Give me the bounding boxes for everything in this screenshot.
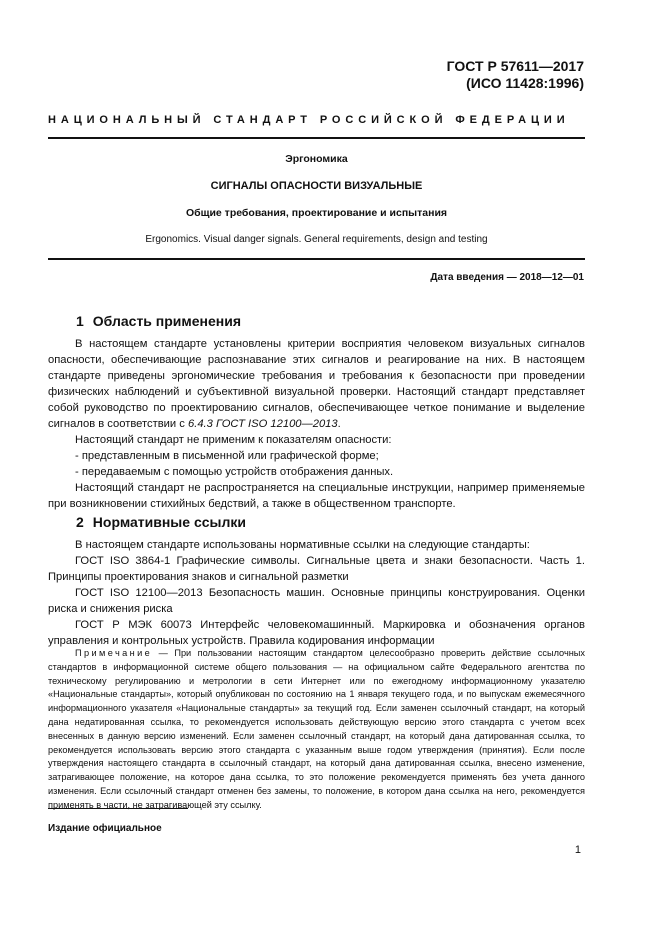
section-2-heading: [76, 514, 246, 530]
page-number: 1: [574, 844, 581, 856]
title-divider: [48, 258, 585, 260]
document-title: СИГНАЛЫ ОПАСНОСТИ ВИЗУАЛЬНЫЕ: [210, 180, 423, 192]
document-subtitle: Общие требования, проектирование и испытания: [185, 207, 448, 219]
list-item: - представленным в письменной или графической форме;: [75, 450, 379, 462]
note-label: Примечание: [75, 648, 153, 658]
paragraph-text: В настоящем стандарте установлены критерии восприятия человеком визуальных сигналов опасности, обеспечивающие распознавание этих сигналов и реагирование на них. В настоящем стандарте приведены эргономические требования и требования к безопасности при проведении физических наблюдений и субъективной визуальной проверки. Настоящий стандарт представляет собой руководство по проектированию сигналов, обеспечивающее четкое понимание и выделение сигналов в соответствии с: [48, 338, 585, 430]
list-item: - передаваемым с помощью устройств отображения данных.: [75, 466, 394, 478]
section-2-paragraph-1: В настоящем стандарте использованы нормативные ссылки на следующие стандарты:: [75, 539, 530, 551]
section-1-paragraph-3: Настоящий стандарт не распространяется на специальные инструкции, например применяемые при возникновении стихийных бедствий, а также в общественном транспорте.: [48, 482, 585, 510]
section-2-note: [48, 647, 585, 813]
section-1-paragraph-1: [48, 336, 585, 432]
section-1-paragraph-2: Настоящий стандарт не применим к показателям опасности:: [75, 434, 392, 446]
standard-identifier: [447, 58, 584, 92]
document-subject: Эргономика: [285, 153, 348, 165]
section-1-title: Область применения: [92, 313, 242, 329]
standard-number: ГОСТ Р 57611—2017: [446, 58, 584, 74]
official-edition-label: Издание официальное: [48, 823, 162, 834]
section-2-body: [48, 537, 585, 649]
footer-divider: [48, 808, 188, 809]
normative-reference-2: ГОСТ ISO 12100—2013 Безопасность машин. Основные принципы конструирования. Оценки риска и снижения риска: [48, 587, 585, 615]
note-text: — При пользовании настоящим стандартом целесообразно проверить действие ссылочных стандартов в информационной системе общего пользования — на официальном сайте Федерального агентства по техническому регулированию и метрологии в сети Интернет или по ежегодному информационному указателю «Национальные стандарты», который опубликован по состоянию на 1 января текущего года, и по выпускам ежемесячного информационного указателя «Национальные стандарты» за текущий год. Если заменен ссылочный стандарт, на который дана недатированная ссылка, то рекомендуется использовать действующую версию этого стандарта с учетом всех внесенных в данную версию изменений. Если заменен ссылочный стандарт, на который дана датированная ссылка, то рекомендуется использовать версию этого стандарта с указанным выше годом утверждения (принятия). Если после утверждения настоящего стандарта в ссылочный стандарт, на который дана датированная ссылка, внесено изменение, затрагивающее положение, на которое дана ссылка, то это положение рекомендуется применять без учета данного изменения. Если ссылочный стандарт отменен без замены, то положение, в котором дана ссылка на него, рекомендуется применять в части, не затрагивающей эту ссылку.: [48, 648, 585, 810]
introduction-date: Дата введения — 2018—12—01: [430, 272, 584, 283]
inline-reference: 6.4.3 ГОСТ ISO 12100—2013: [187, 418, 338, 430]
section-1-heading: [76, 313, 241, 329]
section-2-title: Нормативные ссылки: [92, 514, 246, 530]
section-2-number: 2: [76, 514, 84, 530]
english-title: Ergonomics. Visual danger signals. General requirements, design and testing: [145, 234, 488, 245]
national-standard-banner: НАЦИОНАЛЬНЫЙ СТАНДАРТ РОССИЙСКОЙ ФЕДЕРАЦИИ: [48, 114, 570, 126]
iso-equivalent: (ИСО 11428:1996): [466, 75, 584, 91]
banner-divider: [48, 137, 585, 139]
normative-reference-3: ГОСТ Р МЭК 60073 Интерфейс человекомашинный. Маркировка и обозначения органов управления и контрольных устройств. Правила кодирования информации: [48, 619, 585, 647]
paragraph-end: .: [337, 418, 341, 430]
section-1-body: [48, 336, 585, 512]
section-1-number: 1: [76, 313, 84, 329]
normative-reference-1: ГОСТ ISO 3864-1 Графические символы. Сигнальные цвета и знаки безопасности. Часть 1. Принципы проектирования знаков и сигнальной разметки: [48, 555, 585, 583]
